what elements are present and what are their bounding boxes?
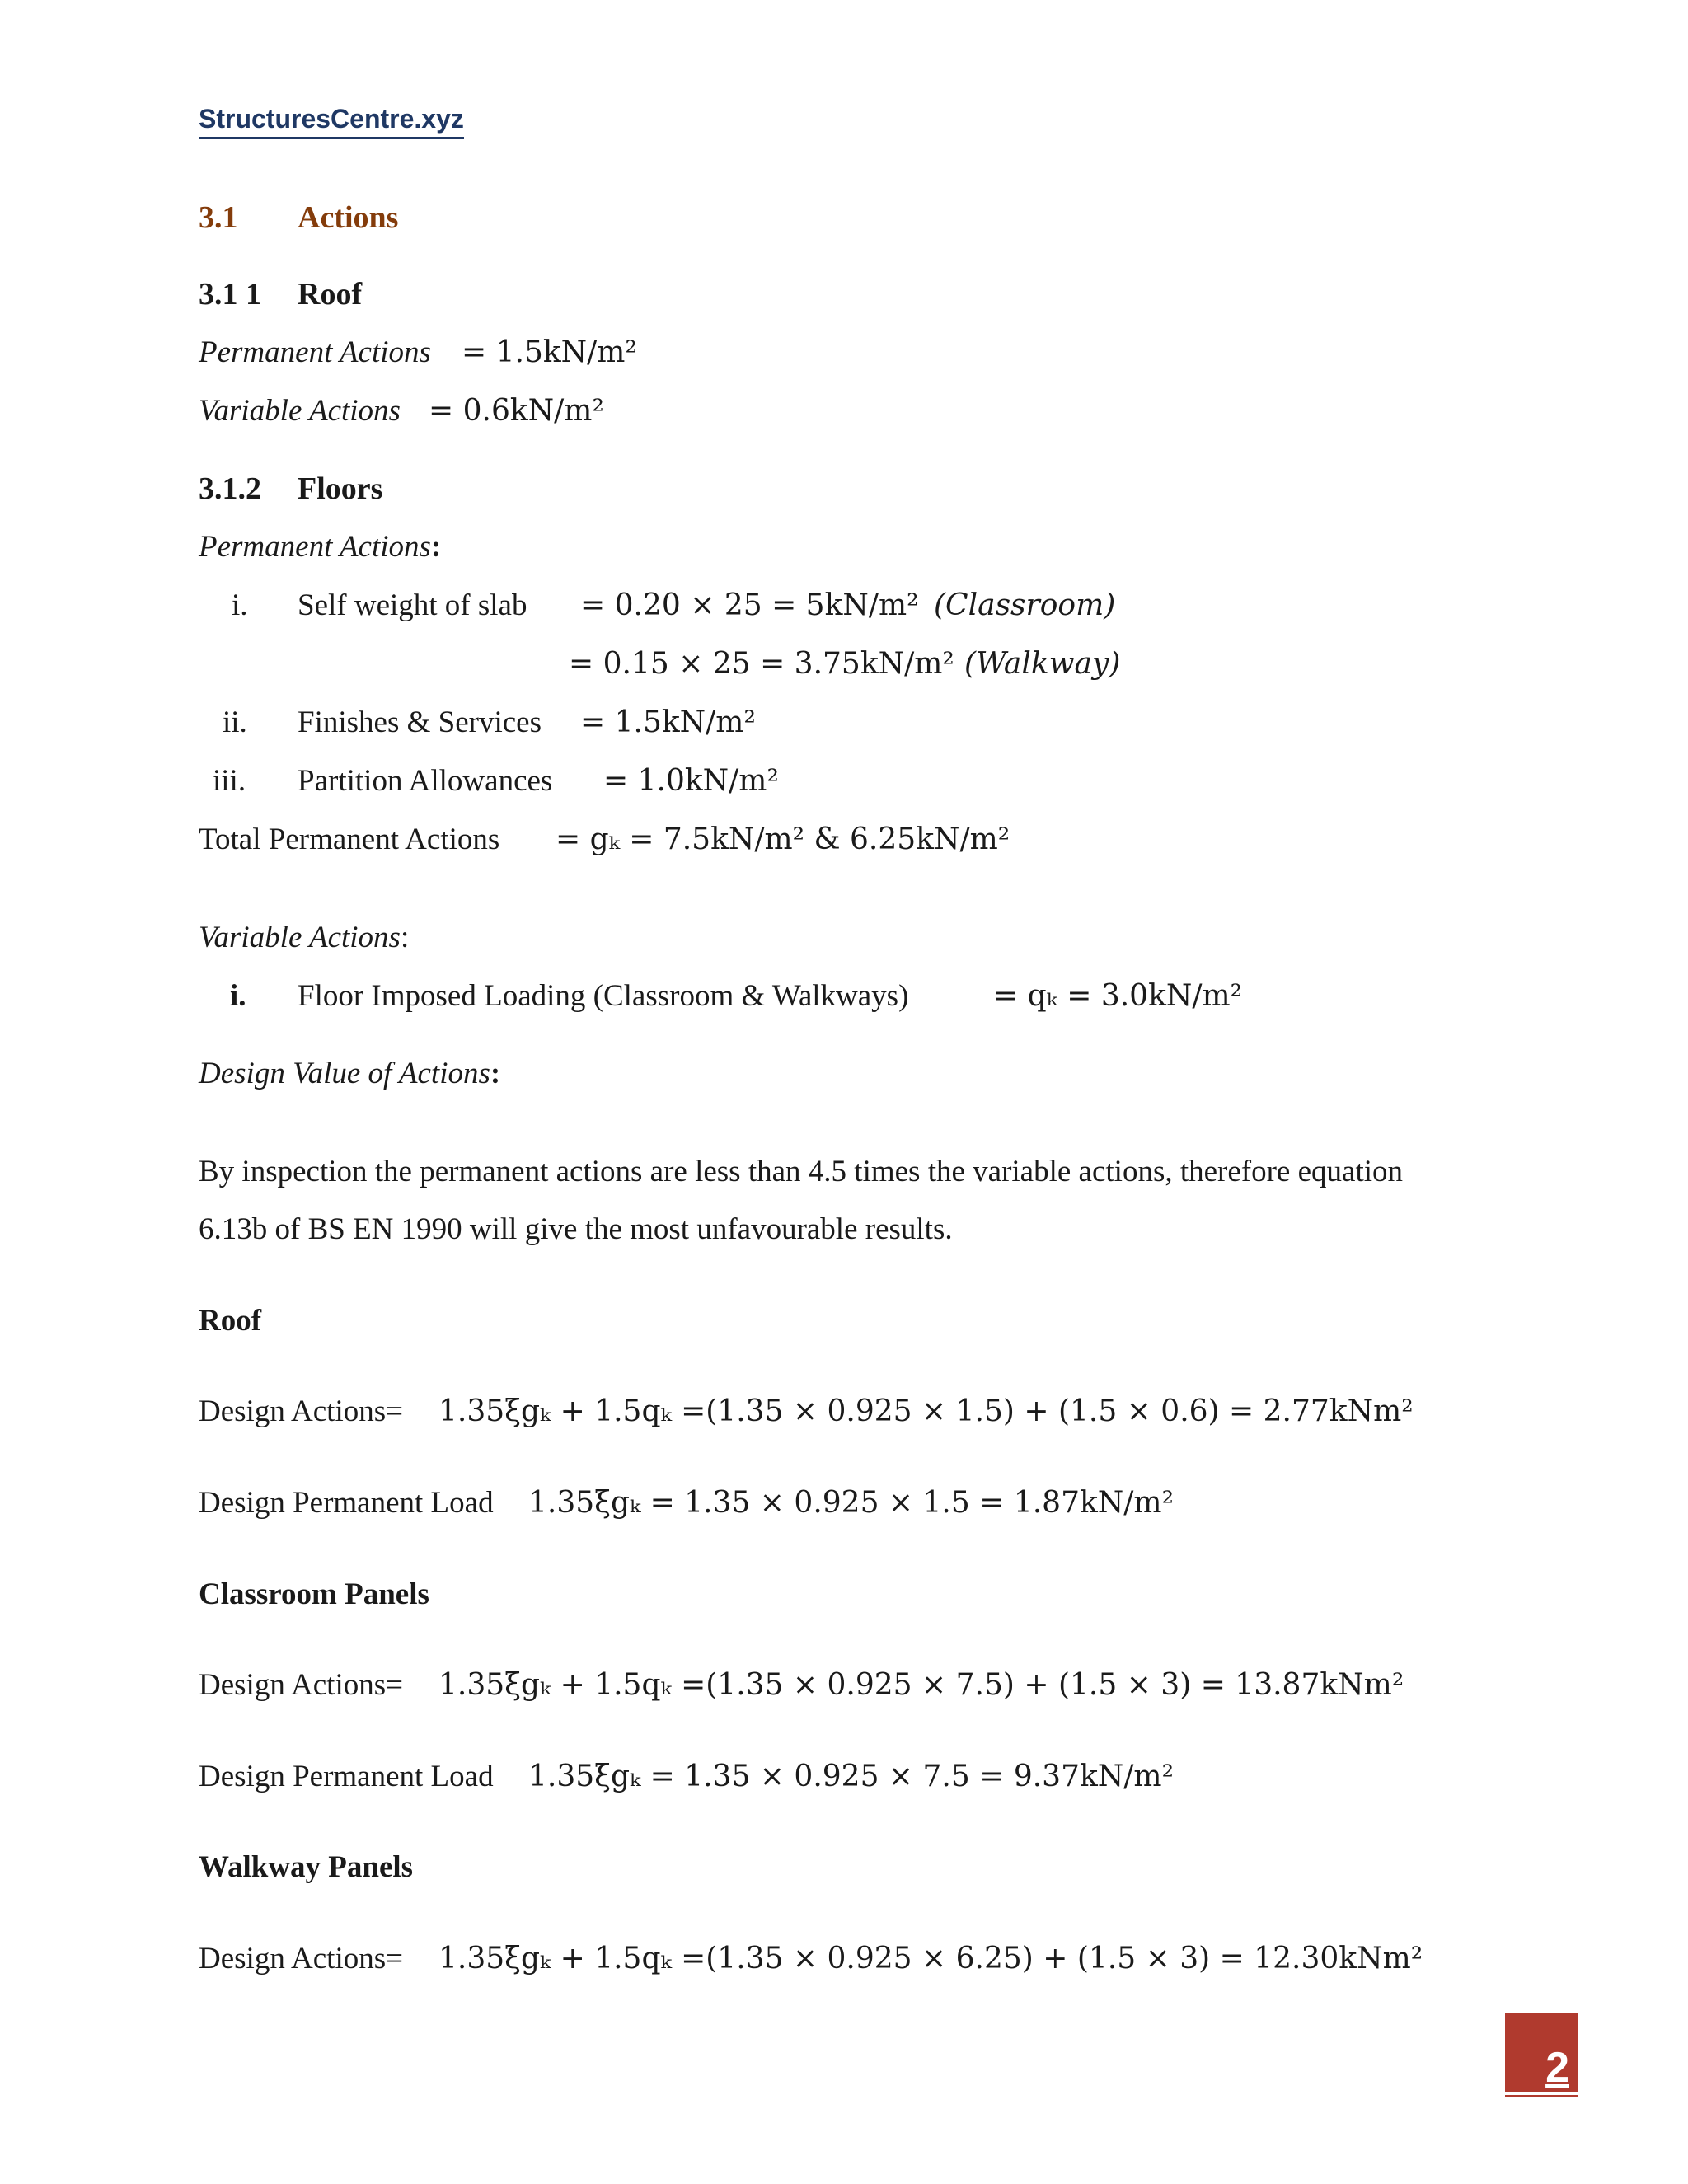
floors-subsection-number: 3.1.2 (199, 471, 261, 506)
list-item-label: Partition Allowances (298, 764, 553, 798)
roof-variable-label: Variable Actions (199, 394, 401, 428)
floors-variable-label: Variable Actions (199, 921, 401, 954)
roof-subsection-title: Roof (298, 277, 363, 312)
colon: : (400, 921, 410, 954)
list-item-label: Finishes & Services (298, 705, 542, 739)
site-header-link[interactable]: StructuresCentre.xyz (199, 102, 464, 139)
total-permanent-value: = gₖ = 7.5kN/m² & 6.25kN/m² (556, 823, 1010, 856)
design-heading-walkway: Walkway Panels (199, 1850, 414, 1884)
list-item-equation: = 0.15 × 25 = 3.75kN/m² (569, 647, 954, 681)
page-number: 2 (1545, 2044, 1569, 2092)
design-actions-label: Design Actions= (199, 1668, 403, 1702)
roof-subsection-number: 3.1 1 (199, 277, 261, 312)
section-title: Actions (298, 200, 399, 235)
list-item-roman: ii. (223, 705, 247, 739)
design-actions-equation: 1.35ξgₖ + 1.5qₖ =(1.35 × 0.925 × 6.25) + (1.5 × 3) = 12.30kNm² (438, 1942, 1423, 1975)
design-actions-equation: 1.35ξgₖ + 1.5qₖ =(1.35 × 0.925 × 1.5) + (1.5 × 0.6) = 2.77kNm² (438, 1394, 1414, 1428)
design-permanent-label: Design Permanent Load (199, 1486, 494, 1520)
design-heading-classroom: Classroom Panels (199, 1577, 429, 1611)
total-permanent-label: Total Permanent Actions (199, 823, 500, 856)
floors-permanent-heading (199, 528, 441, 566)
inspection-line: 6.13b of BS EN 1990 will give the most unfavourable results. (199, 1212, 953, 1246)
list-item-label: Self weight of slab (298, 588, 528, 622)
list-item-roman: i. (232, 588, 248, 622)
list-item-note: (Classroom) (934, 588, 1116, 622)
page-number-underline (1505, 2092, 1578, 2095)
list-item-equation: = qₖ = 3.0kN/m² (993, 979, 1243, 1013)
design-heading-roof: Roof (199, 1304, 262, 1338)
page-number-box (1505, 2013, 1578, 2097)
list-item-roman: i. (230, 979, 246, 1013)
inspection-line: By inspection the permanent actions are less than 4.5 times the variable actions, therefore equation (199, 1155, 1404, 1188)
design-value-label: Design Value of Actions (199, 1057, 490, 1090)
design-actions-equation: 1.35ξgₖ + 1.5qₖ =(1.35 × 0.925 × 7.5) + (1.5 × 3) = 13.87kNm² (438, 1668, 1404, 1702)
design-actions-label: Design Actions= (199, 1394, 403, 1428)
list-item-note: (Walkway) (964, 647, 1121, 681)
list-item-equation: = 1.0kN/m² (603, 764, 779, 798)
design-permanent-label: Design Permanent Load (199, 1760, 494, 1793)
section-number: 3.1 (199, 200, 238, 235)
floors-permanent-label: Permanent Actions (199, 530, 431, 564)
list-item-equation: = 1.5kN/m² (580, 705, 756, 739)
design-value-heading (199, 1055, 500, 1093)
list-item-equation: = 0.20 × 25 = 5kN/m² (580, 588, 919, 622)
design-permanent-equation: 1.35ξgₖ = 1.35 × 0.925 × 7.5 = 9.37kN/m² (528, 1760, 1174, 1793)
design-permanent-equation: 1.35ξgₖ = 1.35 × 0.925 × 1.5 = 1.87kN/m² (528, 1486, 1174, 1520)
floors-subsection-title: Floors (298, 471, 383, 506)
roof-permanent-value: = 1.5kN/m² (462, 335, 637, 369)
list-item-label: Floor Imposed Loading (Classroom & Walkways) (298, 979, 909, 1013)
colon: : (490, 1057, 501, 1090)
floors-variable-heading (199, 919, 409, 957)
list-item-roman: iii. (213, 764, 246, 798)
roof-permanent-label: Permanent Actions (199, 335, 431, 369)
roof-variable-value: = 0.6kN/m² (429, 394, 604, 428)
design-actions-label: Design Actions= (199, 1942, 403, 1975)
colon: : (430, 530, 442, 564)
